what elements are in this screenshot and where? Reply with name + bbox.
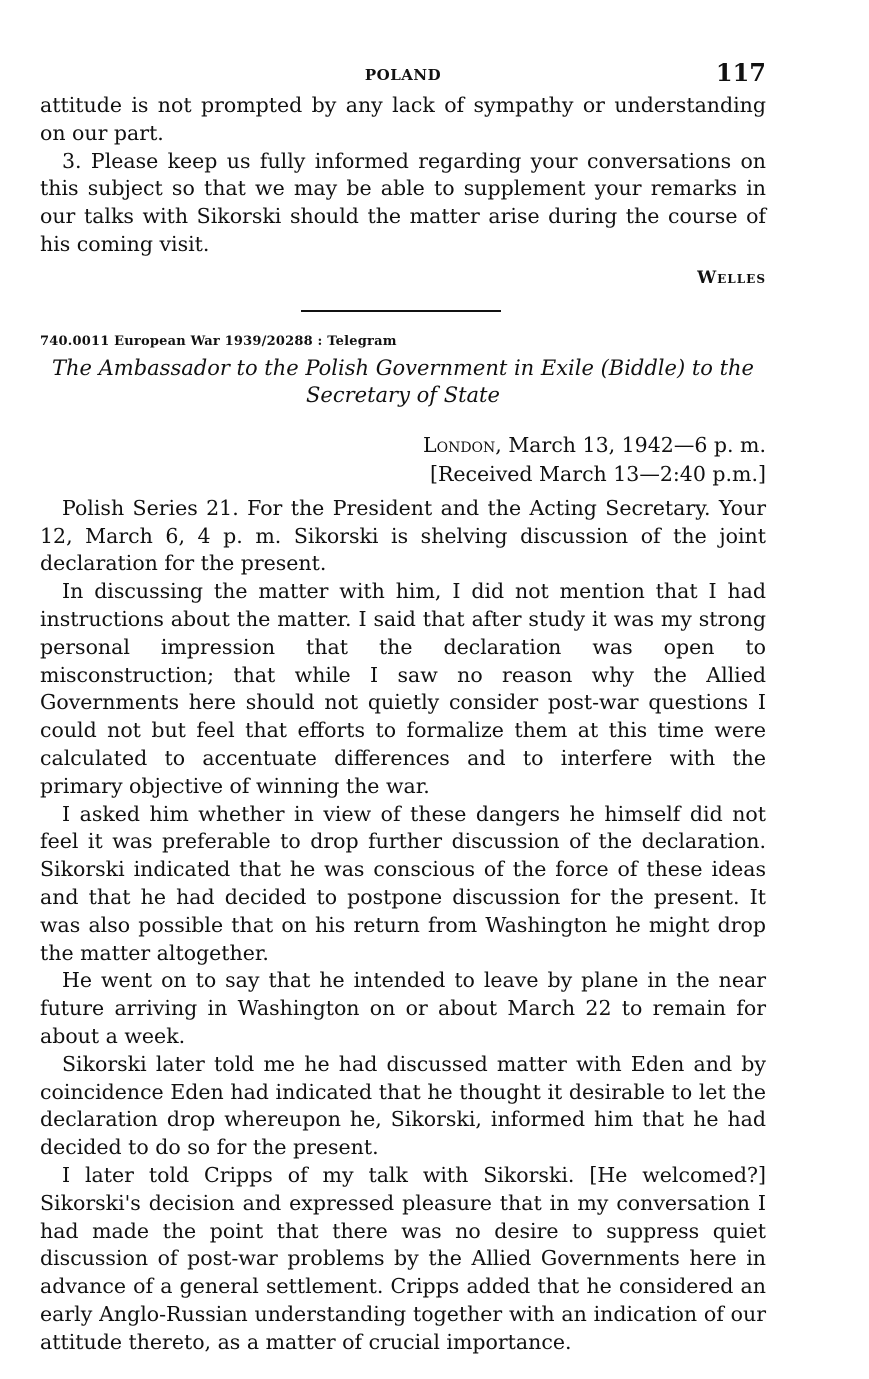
signature: Welles bbox=[697, 267, 766, 288]
running-head-title: POLAND bbox=[364, 66, 442, 84]
page-number: 117 bbox=[715, 58, 766, 87]
body-paragraph-6: I later told Cripps of my talk with Sikorski. [He welcomed?] Sikorski's decision and expressed pleasure that in my conversation I had made the point that there was no desire to suppress quiet discussion of post-war problems by the Allied Governments here in advance of a general settlement. Cripps added that he considered an early Anglo-Russian understanding together with an indication of our attitude thereto, as a matter of crucial importance. bbox=[40, 1162, 766, 1354]
date: , March 13, 1942—6 p. m. bbox=[495, 432, 766, 457]
place: London bbox=[422, 432, 496, 457]
received-line: [Received March 13—2:40 p.m.] bbox=[429, 461, 766, 486]
dateline bbox=[40, 431, 766, 489]
body-paragraph-4: He went on to say that he intended to leave by plane in the near future arriving in Washington on or about March 22 to remain for about a week. bbox=[40, 968, 766, 1048]
file-reference: 740.0011 European War 1939/20288 : Telegram bbox=[40, 333, 397, 349]
document-heading-line-2: Secretary of State bbox=[306, 382, 500, 407]
body-paragraph-1: Polish Series 21. For the President and the Acting Secretary. Your 12, March 6, 4 p. m. Sikorski is shelving discussion of the joint declaration for the present. bbox=[40, 495, 766, 576]
document-page bbox=[40, 58, 766, 1356]
numbered-paragraph: 3. Please keep us fully informed regarding your conversations on this subject so that we may be able to supplement your remarks in our talks with Sikorski should the matter arise during the course of his coming visit. bbox=[40, 148, 766, 256]
document-heading-line-1: The Ambassador to the Polish Government in Exile (Biddle) to the bbox=[52, 355, 754, 380]
date-line bbox=[40, 431, 766, 460]
body-paragraph-3: I asked him whether in view of these dangers he himself did not feel it was preferable to drop further discussion of the declaration. Sikorski indicated that he was conscious of the force of these ideas and that he had decided to postpone discussion for the present. It was also possible that on his return from Washington he might drop the matter altogether. bbox=[40, 801, 766, 965]
carryover-paragraph: attitude is not prompted by any lack of sympathy or understanding on our part. bbox=[40, 93, 766, 145]
body-paragraph-5: Sikorski later told me he had discussed matter with Eden and by coincidence Eden had indicated that he thought it desirable to let the declaration drop whereupon he, Sikorski, informed him that he had decided to do so for the present. bbox=[40, 1051, 766, 1160]
running-head bbox=[40, 58, 766, 92]
section-divider bbox=[301, 310, 501, 312]
body-paragraph-2: In discussing the matter with him, I did not mention that I had instructions about the matter. I said that after study it was my strong personal impression that the declaration was open to misconstruction; that while I saw no reason why the Allied Governments here should not quietly consider post-war questions I could not but feel that efforts to formalize them at this time were calculated to accentuate differences and to interfere with the primary objective of winning the war. bbox=[40, 579, 766, 798]
